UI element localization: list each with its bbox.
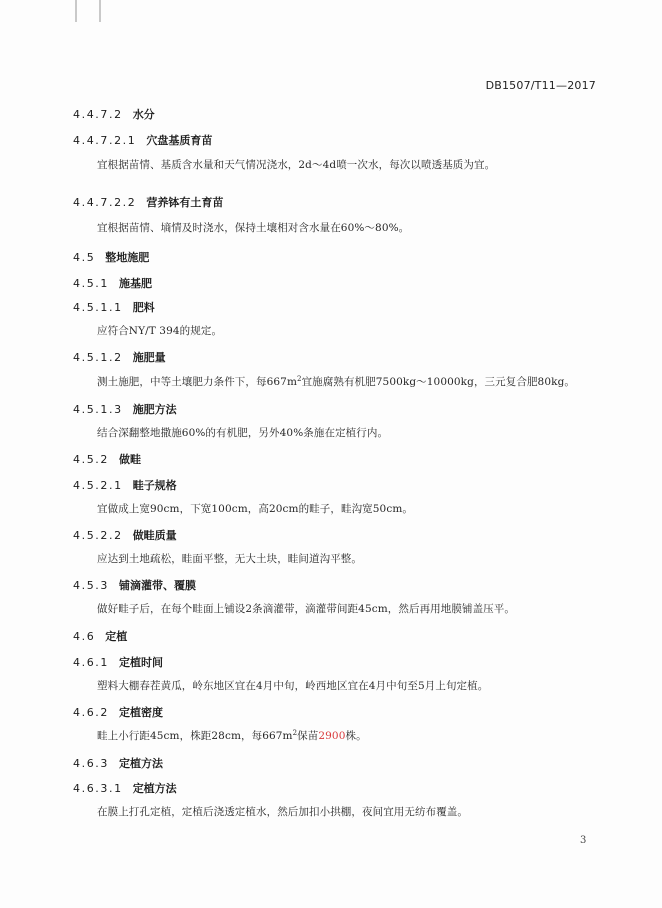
section-heading: 4.6 定植 xyxy=(73,630,128,643)
paragraph: 塑料大棚春茬黄瓜，岭东地区宜在4月中旬，岭西地区宜在4月中旬至5月上旬定植。 xyxy=(97,680,489,692)
section-heading: 4.6.3 定植方法 xyxy=(73,757,163,770)
section-heading: 4.5.1 施基肥 xyxy=(73,277,152,290)
section-heading: 4.4.7.2.2 营养钵有土育苗 xyxy=(73,196,224,209)
paragraph: 宜根据苗情、墒情及时浇水，保持土壤相对含水量在60%～80%。 xyxy=(97,222,410,234)
scan-artifact xyxy=(75,0,77,22)
paragraph: 测土施肥，中等土壤肥力条件下，每$667m^2$宜施腐熟有机肥7500kg～10000kg，三元复合肥80kg。 xyxy=(97,375,575,388)
section-heading: 4.4.7.2 水分 xyxy=(73,108,155,121)
section-heading: 4.5.3 铺滴灌带、覆膜 xyxy=(73,579,196,592)
section-heading: 4.4.7.2.1 穴盘基质育苗 xyxy=(73,134,213,147)
paragraph: 做好畦子后，在每个畦面上铺设2条滴灌带，滴灌带间距45cm，然后再用地膜铺盖压平。 xyxy=(97,603,515,615)
section-heading: 4.6.2 定植密度 xyxy=(73,706,163,719)
paragraph: 在膜上打孔定植，定植后浇透定植水，然后加扣小拱棚，夜间宜用无纺布覆盖。 xyxy=(97,806,468,818)
page-number: 3 xyxy=(580,835,587,846)
paragraph: 应符合NY/T 394的规定。 xyxy=(97,325,223,337)
section-heading: 4.5.1.3 施肥方法 xyxy=(73,403,177,416)
section-heading: 4.5.1.2 施肥量 xyxy=(73,351,166,364)
section-heading: 4.5.2 做畦 xyxy=(73,453,141,466)
paragraph: 畦上小行距45cm，株距28cm，每$667m^2$保苗2900株。 xyxy=(97,729,367,742)
section-heading: 4.6.1 定植时间 xyxy=(73,656,163,669)
section-heading: 4.6.3.1 定植方法 xyxy=(73,782,177,795)
section-heading: 4.5.2.2 做畦质量 xyxy=(73,529,177,542)
section-heading: 4.5.1.1 肥料 xyxy=(73,301,155,314)
paragraph: 宜根据苗情、基质含水量和天气情况浇水，2d～4d喷一次水，每次以喷透基质为宜。 xyxy=(97,159,496,171)
paragraph: 宜做成上宽90cm，下宽100cm，高20cm的畦子，畦沟宽50cm。 xyxy=(97,503,413,515)
highlighted-value: 2900 xyxy=(318,730,346,742)
document-code: DB1507/T11—2017 xyxy=(485,79,596,92)
paragraph: 结合深翻整地撒施60%的有机肥，另外40%条施在定植行内。 xyxy=(97,427,389,439)
paragraph: 应达到土地疏松，畦面平整，无大土块，畦间道沟平整。 xyxy=(97,553,362,565)
section-heading: 4.5 整地施肥 xyxy=(73,251,150,264)
scan-artifact xyxy=(99,0,101,22)
section-heading: 4.5.2.1 畦子规格 xyxy=(73,479,177,492)
